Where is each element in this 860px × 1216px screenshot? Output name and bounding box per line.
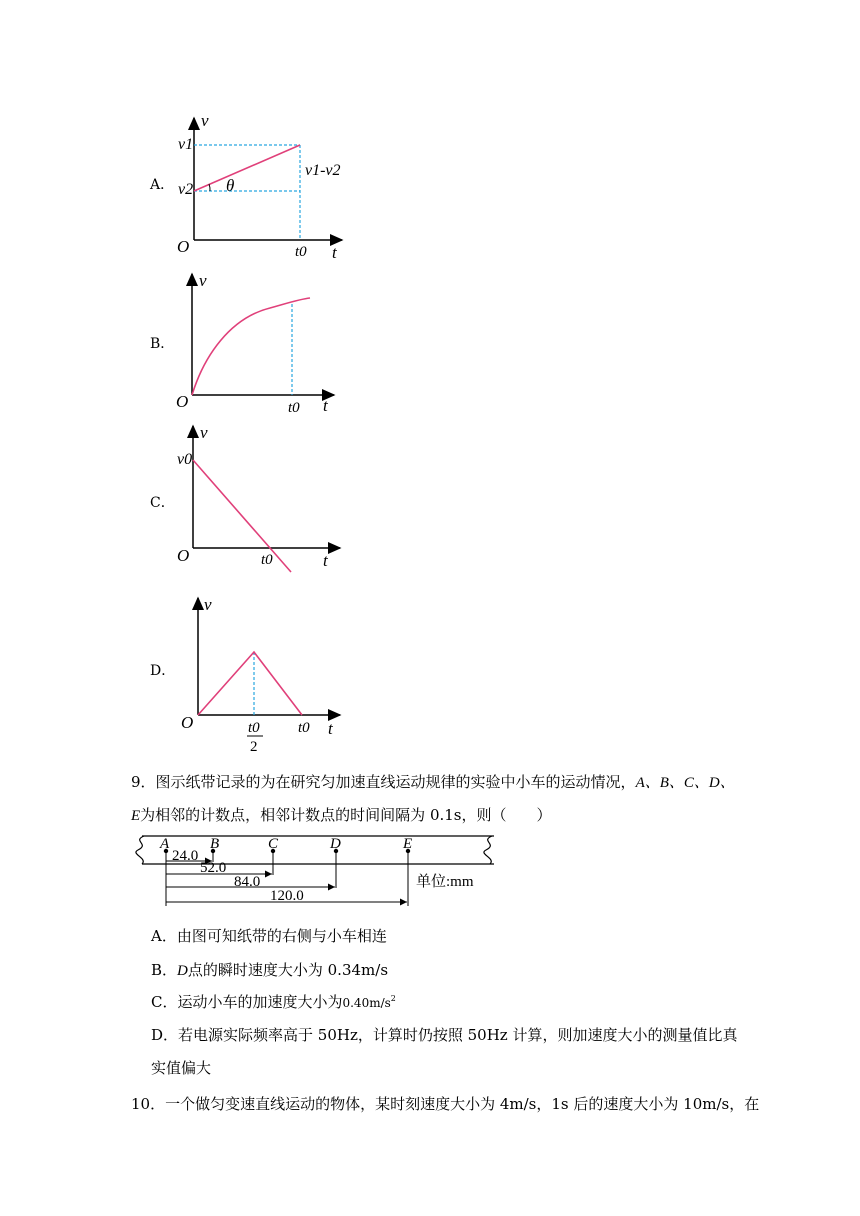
option-c-sup: 2 — [390, 994, 396, 1003]
v-axis-label: v — [199, 271, 207, 290]
question-text-cont: 为相邻的计数点，相邻计数点的时间间隔为 0.1s，则（ ） — [140, 806, 552, 824]
t0-label: t0 — [295, 244, 307, 260]
point-e-label: E — [403, 836, 413, 852]
diff-label: v1-v2 — [305, 162, 341, 179]
graph-a — [170, 108, 370, 263]
tape-right-tear — [484, 836, 492, 864]
question-number: 10． — [131, 1095, 166, 1113]
question-text: 一个做匀变速直线运动的物体，某时刻速度大小为 4m/s，1s 后的速度大小为 10m/s，在 — [165, 1095, 760, 1113]
q9-option-a: A．由图可知纸带的右侧与小车相连 — [151, 927, 387, 945]
v-axis-label: v — [200, 423, 208, 442]
origin-label: O — [177, 546, 190, 565]
t0-label: t0 — [288, 400, 300, 416]
option-c-value: 0.40m/s — [342, 996, 391, 1010]
v-axis-label: v — [201, 111, 209, 130]
v2-label: v2 — [178, 181, 194, 198]
question-9 — [131, 766, 741, 832]
t0-label: t0 — [298, 720, 310, 736]
paper-tape-diagram — [128, 830, 508, 910]
velocity-line — [193, 460, 291, 572]
angle-arc — [209, 184, 210, 191]
q9-option-b — [151, 959, 388, 980]
question-number: 9． — [131, 773, 156, 791]
graph-d — [170, 590, 370, 755]
t-axis-label: t — [328, 719, 333, 738]
q9-option-d-cont: 实值偏大 — [151, 1059, 212, 1077]
q9-option-d: D．若电源实际频率高于 50Hz，计算时仍按照 50Hz 计算，则加速度大小的测量值比真 — [151, 1026, 738, 1044]
dist-ae: 120.0 — [270, 888, 304, 904]
theta-label: θ — [226, 176, 235, 195]
points-inline-e: E — [131, 808, 141, 824]
v1-label: v1 — [178, 136, 194, 153]
option-b-prefix: B． — [151, 961, 178, 979]
point-b-label: B — [210, 836, 220, 852]
t0-label: t0 — [261, 552, 273, 568]
option-a-label: A． — [150, 177, 175, 193]
question-10 — [131, 1088, 759, 1120]
t-axis-label: t — [323, 396, 328, 415]
option-c-text: C．运动小车的加速度大小为 — [151, 993, 343, 1011]
option-b-point: D — [177, 963, 188, 979]
question-text: 图示纸带记录的为在研究匀加速直线运动规律的实验中小车的运动情况， — [155, 773, 636, 791]
velocity-line — [194, 145, 300, 191]
option-b-label: B． — [150, 336, 175, 352]
half-numerator: t0 — [248, 720, 260, 736]
option-d-label: D． — [150, 663, 176, 679]
point-d-label: D — [330, 836, 341, 852]
t-axis-label: t — [323, 551, 328, 570]
velocity-line — [198, 652, 302, 715]
v0-label: v0 — [177, 451, 193, 468]
origin-label: O — [177, 237, 190, 256]
option-b-rest: 点的瞬时速度大小为 0.34m/s — [187, 961, 389, 979]
unit-label: 单位:mm — [416, 874, 474, 890]
q9-option-c — [151, 991, 396, 1012]
tape-left-tear — [136, 836, 144, 864]
dist-ab: 24.0 — [172, 848, 199, 864]
origin-label: O — [176, 392, 189, 411]
origin-label: O — [181, 713, 194, 732]
point-c-label: C — [268, 836, 279, 852]
points-inline: A、B、C、D、 — [635, 775, 735, 791]
point-a-label: A — [160, 836, 170, 852]
graph-b — [170, 268, 370, 420]
t-axis-label: t — [332, 243, 337, 262]
v-axis-label: v — [204, 595, 212, 614]
dist-ac: 52.0 — [200, 860, 227, 876]
option-c-label: C． — [150, 495, 175, 511]
graph-c — [170, 420, 370, 578]
dist-ad: 84.0 — [234, 874, 261, 890]
half-denominator: 2 — [250, 739, 258, 755]
